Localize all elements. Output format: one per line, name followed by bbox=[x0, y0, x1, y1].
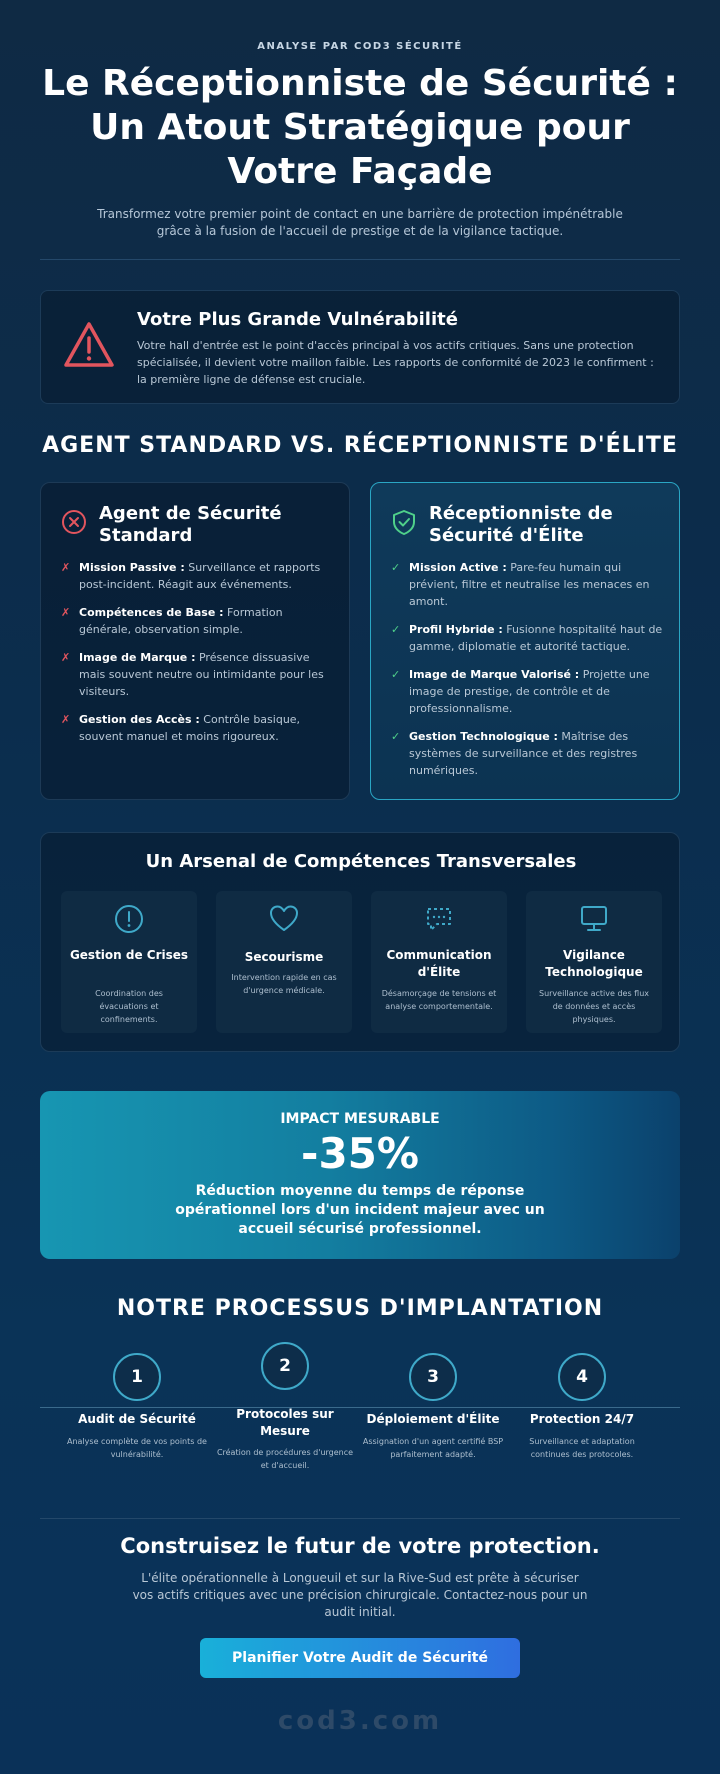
standard-card-title: Agent de Sécurité Standard bbox=[99, 503, 282, 546]
skill-text: Désamorçage de tensions et analyse comportementale. bbox=[381, 989, 497, 1011]
step-title: Protection 24/7 bbox=[529, 1412, 635, 1426]
step-number: 3 bbox=[409, 1353, 457, 1401]
page-subtitle: Transformez votre premier point de contact en une barrière de protection impénétrable grâce à la fusion de l'accueil de prestige et de la vigilance tactique. bbox=[97, 207, 623, 238]
title-line-3: Votre Façade bbox=[227, 151, 493, 192]
list-item: ✓ Image de Marque Valorisé : Projette une image de prestige, de contrôle et de professionnalisme. bbox=[391, 668, 650, 715]
comparison-title: AGENT STANDARD VS. RÉCEPTIONNISTE D'ÉLITE bbox=[42, 433, 678, 458]
cta-text: L'élite opérationnelle à Longueuil et sur la Rive-Sud est prête à sécuriser vos actifs critiques avec une précision chirurgicale. Contactez-nous pour un audit initial. bbox=[132, 1571, 588, 1619]
cross-icon: ✗ bbox=[61, 713, 71, 726]
skill-card-communication bbox=[371, 891, 507, 1033]
divider bbox=[40, 1518, 680, 1519]
skill-title: Gestion de Crises bbox=[69, 948, 189, 962]
cta-title: Construisez le futur de votre protection. bbox=[120, 1534, 600, 1558]
skill-text: Coordination des évacuations et confinements. bbox=[95, 989, 163, 1024]
list-item: ✓ Mission Active : Pare-feu humain qui prévient, filtre et neutralise les menaces en amont. bbox=[391, 561, 650, 608]
skill-title: Communication d'Élite bbox=[386, 948, 492, 979]
footer-logo[interactable]: cod3.com bbox=[277, 1706, 443, 1736]
step-number: 2 bbox=[261, 1342, 309, 1390]
alert-text: Votre hall d'entrée est le point d'accès principal à vos actifs critiques. Sans une protection spécialisée, il devient votre maillon faible. Les rapports de conformité de 2023 le confirment : la première ligne de défense est cruciale. bbox=[137, 339, 654, 386]
step-title: Audit de Sécurité bbox=[78, 1412, 196, 1426]
step-text: Analyse complète de vos points de vulnérabilité. bbox=[67, 1437, 207, 1459]
alert-title: Votre Plus Grande Vulnérabilité bbox=[137, 309, 458, 330]
x-circle-icon bbox=[61, 509, 87, 535]
check-icon: ✓ bbox=[391, 730, 401, 743]
eyebrow: ANALYSE PAR COD3 SÉCURITÉ bbox=[257, 41, 463, 52]
elite-card-title: Réceptionniste de Sécurité d'Élite bbox=[429, 503, 613, 546]
skill-title: Secourisme bbox=[244, 950, 324, 964]
standard-list bbox=[61, 559, 333, 756]
heart-icon bbox=[268, 903, 300, 935]
shield-check-icon bbox=[391, 509, 417, 535]
skill-card-crisis bbox=[61, 891, 197, 1033]
chat-icon bbox=[423, 903, 455, 935]
cross-icon: ✗ bbox=[61, 651, 71, 664]
process-title: NOTRE PROCESSUS D'IMPLANTATION bbox=[116, 1296, 604, 1321]
step-title: Protocoles sur Mesure bbox=[236, 1407, 334, 1438]
vulnerability-alert bbox=[40, 290, 680, 404]
list-item: ✗ Gestion des Accès : Contrôle basique, souvent manuel et moins rigoureux. bbox=[61, 713, 301, 743]
impact-banner bbox=[40, 1091, 680, 1259]
skill-card-first-aid bbox=[216, 891, 352, 1033]
step-title: Déploiement d'Élite bbox=[366, 1412, 500, 1426]
elite-receptionist-card bbox=[370, 482, 680, 800]
impact-label: IMPACT MESURABLE bbox=[280, 1111, 440, 1127]
skill-text: Intervention rapide en cas d'urgence médicale. bbox=[231, 973, 337, 995]
standard-agent-card bbox=[40, 482, 350, 800]
warning-triangle-icon bbox=[63, 319, 115, 371]
divider bbox=[40, 259, 680, 260]
skill-title: Vigilance Technologique bbox=[545, 948, 643, 979]
monitor-icon bbox=[578, 903, 610, 935]
skill-text: Surveillance active des flux de données et accès physiques. bbox=[538, 989, 649, 1024]
page-title bbox=[20, 62, 700, 194]
list-item: ✗ Compétences de Base : Formation générale, observation simple. bbox=[61, 606, 283, 636]
skills-title: Un Arsenal de Compétences Transversales bbox=[145, 851, 577, 872]
cross-icon: ✗ bbox=[61, 561, 71, 574]
list-item: ✗ Image de Marque : Présence dissuasive mais souvent neutre ou intimidante pour les visiteurs. bbox=[61, 651, 324, 698]
step-text: Assignation d'un agent certifié BSP parfaitement adapté. bbox=[362, 1437, 504, 1459]
title-line-2: Un Atout Stratégique pour bbox=[90, 107, 630, 148]
skill-card-technology bbox=[526, 891, 662, 1033]
step-number: 4 bbox=[558, 1353, 606, 1401]
impact-text: Réduction moyenne du temps de réponse opérationnel lors d'un incident majeur avec un accueil sécurisé professionnel. bbox=[175, 1183, 545, 1237]
list-item: ✓ Profil Hybride : Fusionne hospitalité haut de gamme, diplomatie et autorité tactique. bbox=[391, 623, 663, 653]
process-timeline bbox=[40, 1407, 680, 1408]
list-item: ✗ Mission Passive : Surveillance et rapports post-incident. Réagit aux événements. bbox=[61, 561, 321, 591]
impact-value: -35% bbox=[301, 1129, 419, 1178]
schedule-audit-button[interactable]: Planifier Votre Audit de Sécurité bbox=[200, 1638, 520, 1678]
cross-icon: ✗ bbox=[61, 606, 71, 619]
check-icon: ✓ bbox=[391, 668, 401, 681]
title-line-1: Le Réceptionniste de Sécurité : bbox=[42, 63, 678, 104]
alert-circle-icon bbox=[113, 903, 145, 935]
elite-list bbox=[391, 559, 663, 790]
check-icon: ✓ bbox=[391, 561, 401, 574]
step-text: Surveillance et adaptation continues des protocoles. bbox=[529, 1437, 635, 1459]
step-number: 1 bbox=[113, 1353, 161, 1401]
list-item: ✓ Gestion Technologique : Maîtrise des systèmes de surveillance et des registres numériques. bbox=[391, 730, 638, 777]
check-icon: ✓ bbox=[391, 623, 401, 636]
step-text: Création de procédures d'urgence et d'accueil. bbox=[216, 1448, 354, 1470]
skills-section bbox=[40, 832, 680, 1052]
